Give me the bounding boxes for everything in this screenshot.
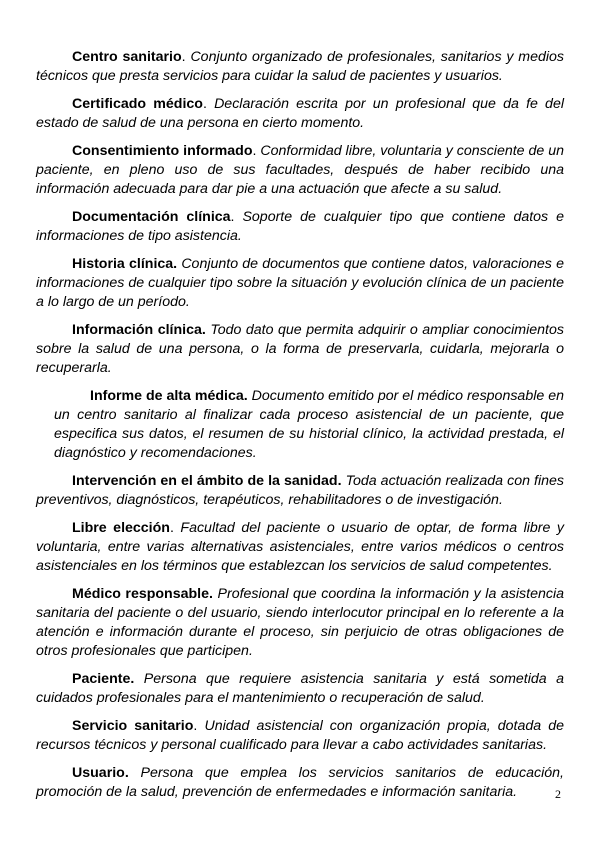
glossary-entry	[36, 208, 564, 246]
glossary-entry	[36, 519, 564, 576]
entry-separator: .	[252, 143, 261, 159]
entry-term: Documentación clínica	[72, 209, 231, 225]
glossary-entry	[36, 48, 564, 86]
glossary-entry	[36, 764, 564, 802]
entry-definition: Persona que requiere asistencia sanitaria y está sometida a cuidados profesionales para el mantenimiento o recuperación de salud.	[36, 671, 564, 706]
entry-separator: .	[181, 49, 191, 65]
entry-definition: Persona que emplea los servicios sanitarios de educación, promoción de la salud, prevención de enfermedades e información sanitaria.	[36, 765, 564, 800]
entry-definition: Facultad del paciente o usuario de optar, de forma libre y voluntaria, entre varias alternativas asistenciales, entre varios médicos o centros asistenciales en los términos que establezcan los servicios de salud competentes.	[36, 520, 564, 574]
glossary-entry	[36, 670, 564, 708]
entry-separator: .	[230, 209, 243, 225]
entry-definition: Toda actuación realizada con fines preventivos, diagnósticos, terapéuticos, rehabilitadores o de investigación.	[36, 473, 564, 508]
entry-separator	[129, 765, 141, 781]
glossary	[36, 48, 564, 811]
entry-term: Certificado médico	[72, 96, 203, 112]
entry-definition: Soporte de cualquier tipo que contiene datos e informaciones de tipo asistencia.	[36, 209, 564, 244]
entry-definition: Declaración escrita por un profesional que da fe del estado de salud de una persona en cierto momento.	[36, 96, 564, 131]
entry-separator: .	[193, 718, 205, 734]
entry-term: Libre elección	[72, 520, 170, 536]
glossary-entry	[36, 387, 564, 463]
entry-separator: .	[169, 520, 181, 536]
entry-definition: Conformidad libre, voluntaria y consciente de un paciente, en pleno uso de sus facultades, después de haber recibido una información adecuada para dar pie a una actuación que afecte a su salud.	[36, 143, 565, 197]
entry-definition: Unidad asistencial con organización propia, dotada de recursos técnicos y personal cualificado para llevar a cabo actividades sanitarias.	[36, 718, 565, 753]
entry-term: Servicio sanitario	[72, 718, 194, 734]
entry-term: Usuario.	[72, 765, 129, 781]
entry-definition: Todo dato que permita adquirir o ampliar conocimientos sobre la salud de una persona, o la forma de preservarla, cuidarla, mejorarla o recuperarla.	[36, 322, 564, 376]
glossary-entry	[36, 95, 564, 133]
entry-term: Consentimiento informado	[72, 143, 253, 159]
entry-term: Paciente.	[72, 671, 135, 687]
entry-definition: Documento emitido por el médico responsable en un centro sanitario al finalizar cada proceso asistencial de un paciente, que especifica sus datos, el resumen de su historial clínico, la actividad prestada, el diagnóstico y recomendaciones.	[54, 388, 564, 461]
entry-term: Centro sanitario	[72, 49, 182, 65]
glossary-entry	[36, 255, 564, 312]
entry-separator: .	[202, 96, 215, 112]
glossary-entry	[36, 321, 564, 378]
entry-definition: Profesional que coordina la información y la asistencia sanitaria del paciente o del usuario, siendo interlocutor principal en lo referente a la atención e información durante el proceso, sin perjuicio de otras obligaciones de otros profesionales que participen.	[36, 586, 564, 659]
entry-definition: Conjunto de documentos que contiene datos, valoraciones e informaciones de cualquier tipo sobre la situación y evolución clínica de un paciente a lo largo de un período.	[36, 256, 564, 310]
entry-term: Médico responsable.	[72, 586, 213, 602]
glossary-entry	[36, 142, 564, 199]
page-number: 2	[555, 787, 561, 801]
entry-separator	[134, 671, 143, 687]
entry-term: Historia clínica.	[72, 256, 178, 272]
glossary-entry	[36, 472, 564, 510]
glossary-entry	[36, 717, 564, 755]
glossary-entry	[36, 585, 564, 661]
entry-term: Información clínica.	[72, 322, 206, 338]
entry-definition: Conjunto organizado de profesionales, sanitarios y medios técnicos que presta servicios para cuidar la salud de pacientes y usuarios.	[36, 49, 564, 84]
entry-term: Intervención en el ámbito de la sanidad.	[72, 473, 342, 489]
entry-term: Informe de alta médica.	[90, 388, 248, 404]
